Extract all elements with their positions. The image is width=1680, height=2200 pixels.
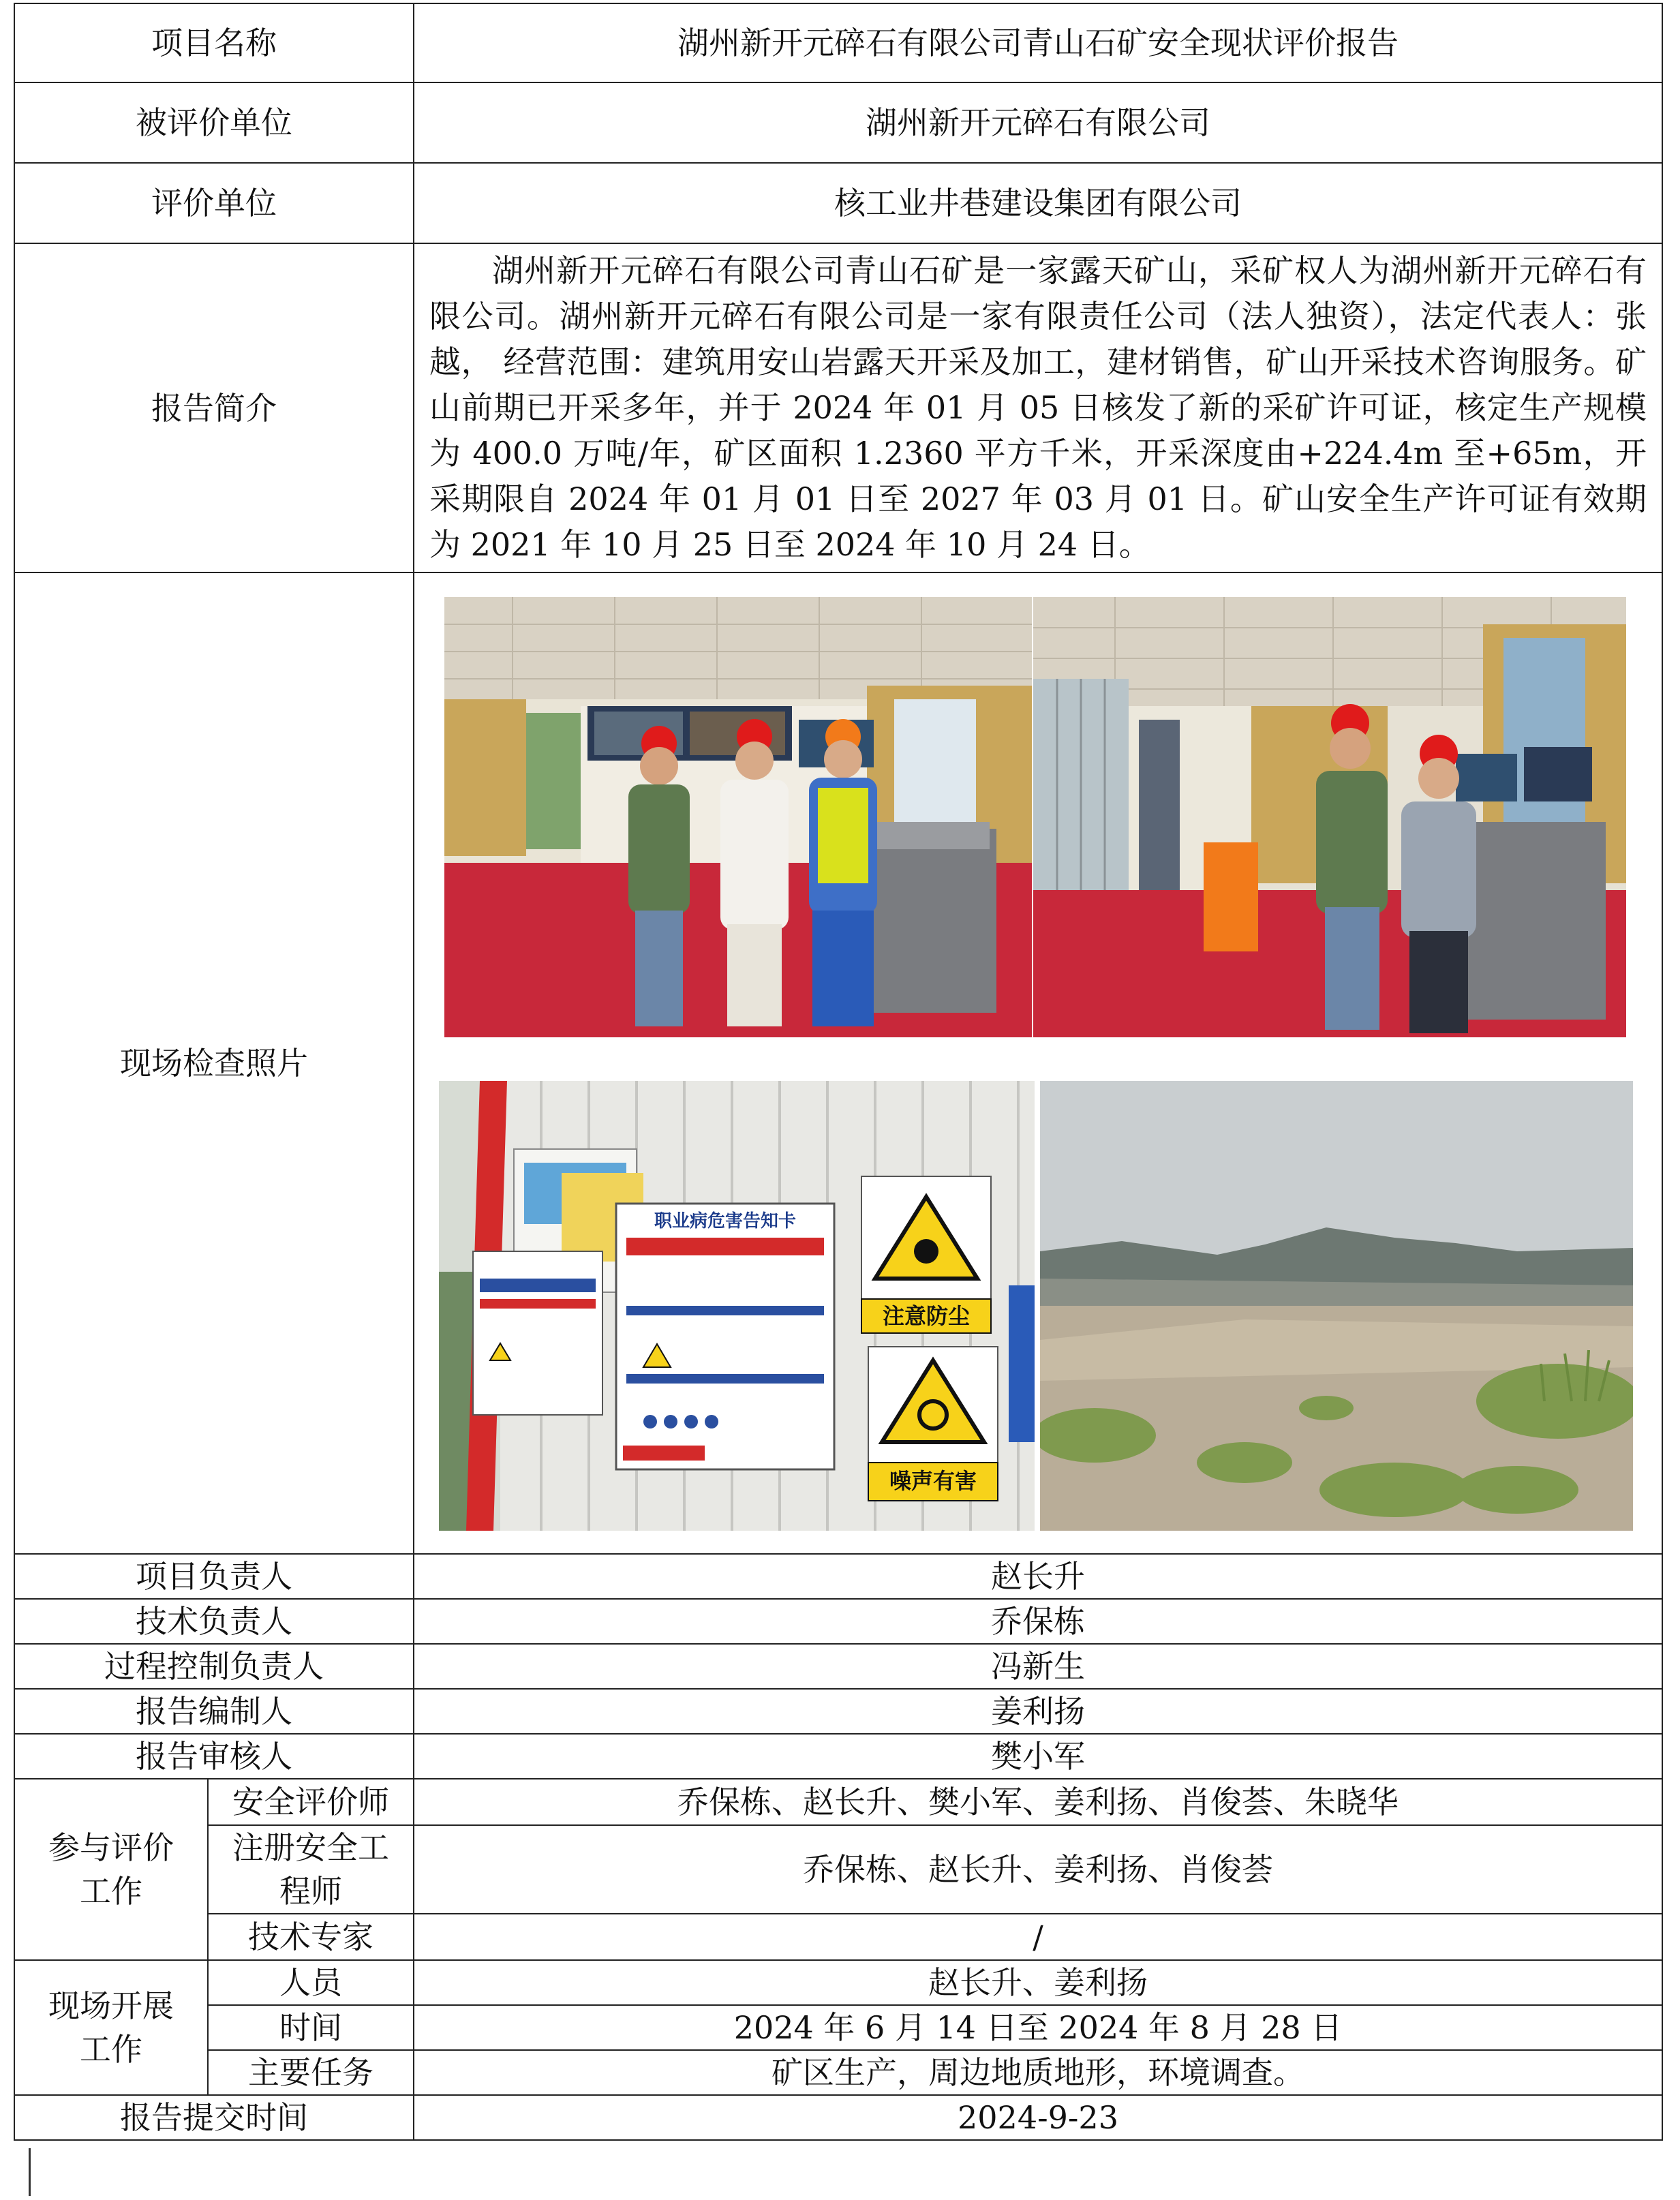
project-lead-value: 赵长升 [414,1554,1662,1599]
evaluating-unit-value: 核工业井巷建设集团有限公司 [414,163,1662,243]
fieldwork-time-label: 时间 [208,2005,414,2050]
photo-warning-boards [439,1081,1035,1531]
fieldwork-personnel-label: 人员 [208,1960,414,2005]
photo-control-room-pair-image [1033,597,1626,1037]
registered-engineers-value: 乔保栋、赵长升、姜利扬、肖俊荟 [414,1825,1662,1914]
board-title: 职业病危害告知卡 [654,1211,797,1232]
summary-cell [414,243,1662,572]
reviewer-label: 报告审核人 [14,1734,414,1779]
photos-label: 现场检查照片 [14,572,414,1554]
project-lead-label: 项目负责人 [14,1554,414,1599]
participants-label-text: 参与评价工作 [48,1829,174,1910]
project-name-label: 项目名称 [14,3,414,82]
registered-engineers-label-text: 注册安全工程师 [232,1829,389,1910]
process-lead-value: 冯新生 [414,1644,1662,1689]
safety-evaluators-value: 乔保栋、赵长升、樊小军、姜利扬、肖俊荟、朱晓华 [414,1779,1662,1825]
author-value: 姜利扬 [414,1689,1662,1734]
reviewer-value: 樊小军 [414,1734,1662,1779]
report-table [14,3,1663,2141]
tech-lead-value: 乔保栋 [414,1599,1662,1644]
safety-evaluators-label: 安全评价师 [208,1779,414,1825]
fieldwork-time-value: 2024 年 6 月 14 日至 2024 年 8 月 28 日 [414,2005,1662,2050]
summary-label: 报告简介 [14,243,414,572]
photo-warning-boards-image [439,1081,1035,1531]
photos-cell [414,572,1662,1554]
sign-dust: 注意防尘 [882,1303,971,1329]
fieldwork-tasks-value: 矿区生产，周边地质地形，环境调查。 [414,2050,1662,2095]
photo-control-room-group-image [444,597,1032,1037]
fieldwork-label [14,1960,208,2095]
photo-control-room-pair [1033,597,1626,1037]
process-lead-label: 过程控制负责人 [14,1644,414,1689]
evaluated-unit-label: 被评价单位 [14,82,414,163]
tech-lead-label: 技术负责人 [14,1599,414,1644]
fieldwork-tasks-label: 主要任务 [208,2050,414,2095]
submit-time-label: 报告提交时间 [14,2095,414,2140]
registered-engineers-label [208,1825,414,1914]
author-label: 报告编制人 [14,1689,414,1734]
participants-label [14,1779,208,1960]
sign-noise: 噪声有害 [889,1468,977,1494]
evaluated-unit-value: 湖州新开元碎石有限公司 [414,82,1662,163]
photo-mine-landscape-image [1040,1081,1633,1531]
summary-text: 湖州新开元碎石有限公司青山石矿是一家露天矿山，采矿权人为湖州新开元碎石有限公司。湖州新开元碎石有限公司是一家有限责任公司（法人独资），法定代表人：张越， 经营范围：建筑用安山岩露天开采及加工，建材销售，矿山开采技术咨询服务。矿山前期已开采多年，并于 2024 年 01 月 05 日核发了新的采矿许可证，核定生产规模为 400.0 万吨/年，矿区面积 1.2360 平方千米，开采深度由+224.4m 至+65m，开采期限自 2024 年 01 月 01 日至 2027 年 03 月 01 日。矿山安全生产许可证有效期为 2021 年 10 月 25 日至 2024 年 10 月 24 日。 [429,252,1647,563]
project-name-value: 湖州新开元碎石有限公司青山石矿安全现状评价报告 [414,3,1662,82]
photo-grid [414,574,1662,1553]
evaluating-unit-label: 评价单位 [14,163,414,243]
photo-control-room-group [444,597,1032,1037]
photo-mine-landscape [1040,1081,1633,1531]
experts-label: 技术专家 [208,1914,414,1960]
fieldwork-personnel-value: 赵长升、姜利扬 [414,1960,1662,2005]
experts-value: / [414,1914,1662,1960]
submit-time-value: 2024-9-23 [414,2095,1662,2140]
page-edge-mark [29,2148,31,2196]
fieldwork-label-text: 现场开展工作 [48,1987,174,2068]
